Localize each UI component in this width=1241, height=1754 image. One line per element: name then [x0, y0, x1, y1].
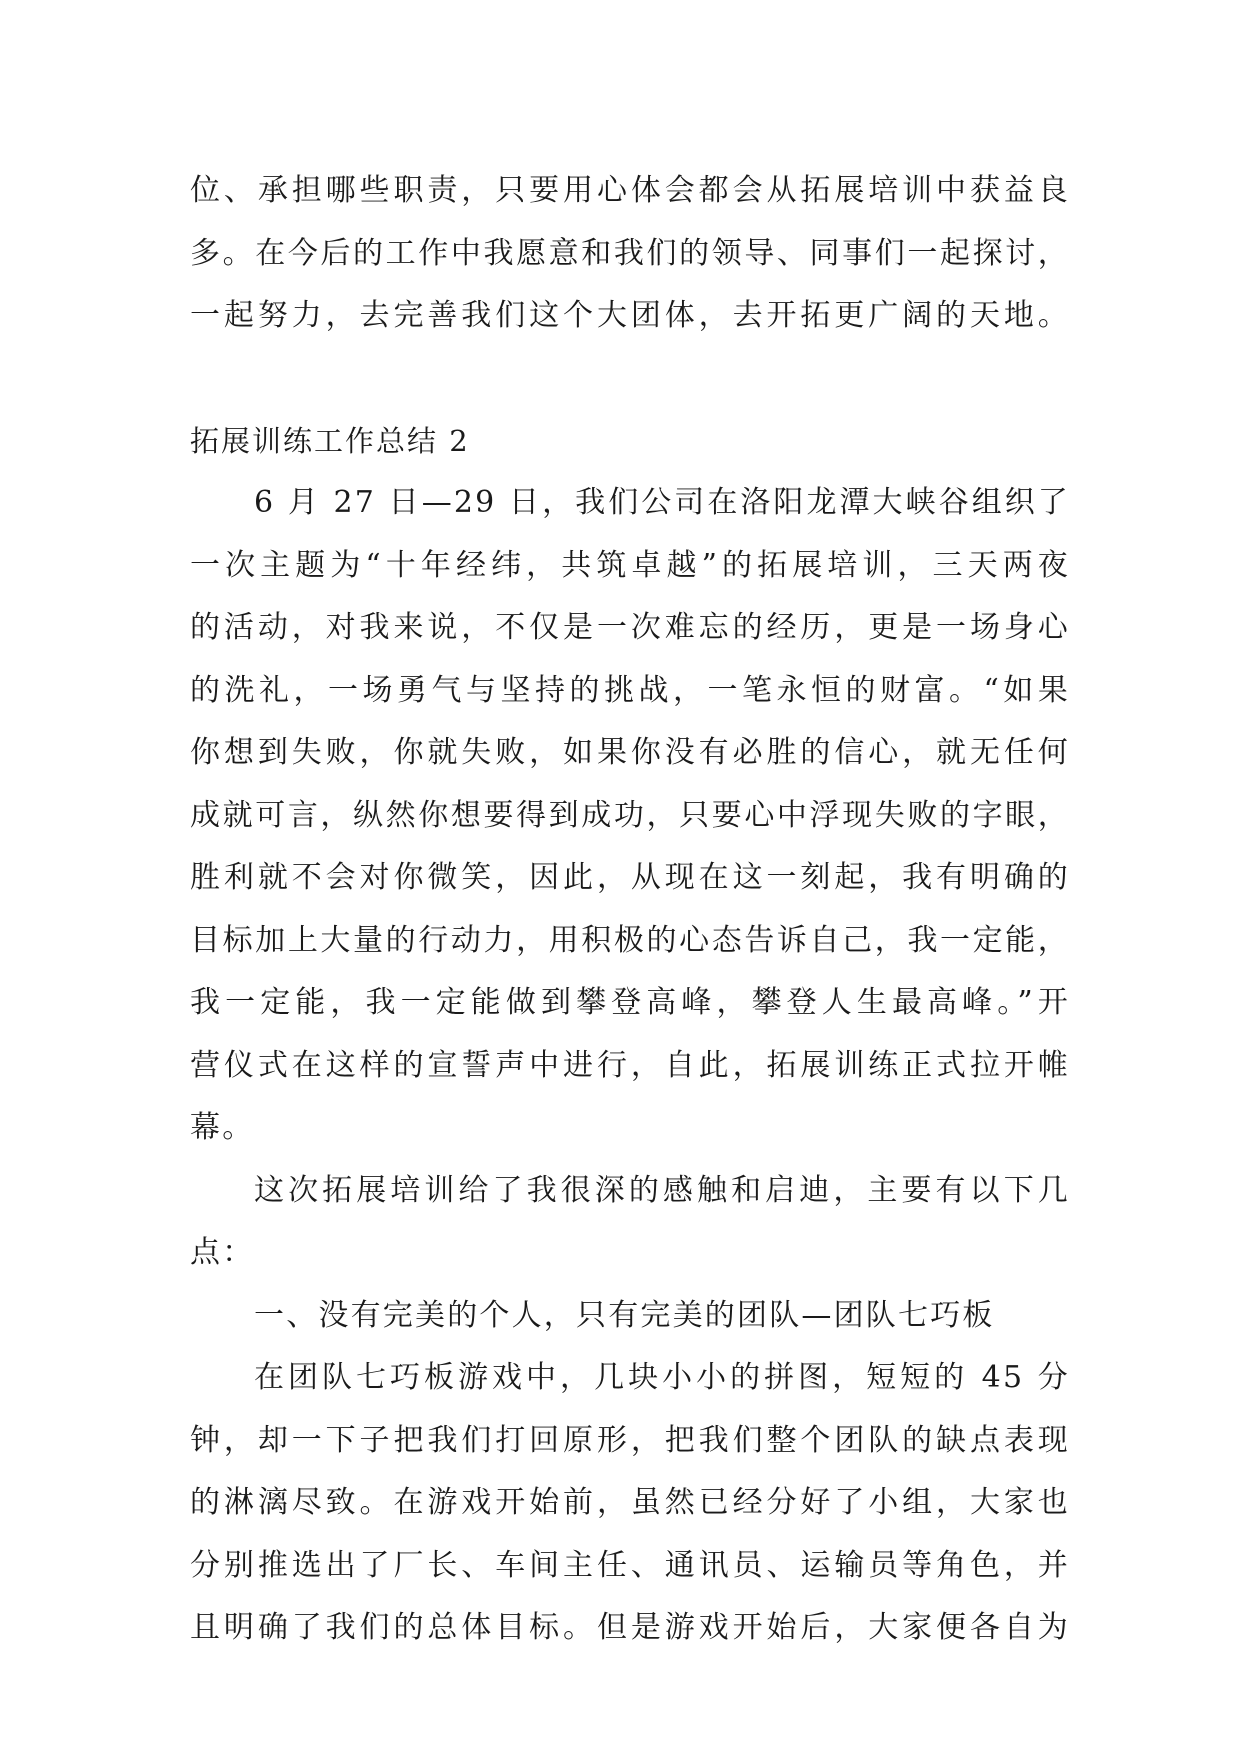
text-line: 我一定能，我一定能做到攀登高峰，攀登人生最高峰。”开 [190, 985, 1070, 1020]
text-line: 这次拓展培训给了我很深的感触和启迪，主要有以下几 [254, 1172, 1070, 1208]
paragraph-intro [190, 160, 1070, 348]
text-line: 点： [190, 1235, 255, 1270]
text-line: 幕。 [190, 1110, 255, 1145]
paragraph-1 [190, 472, 1070, 1160]
text-line: 你想到失败，你就失败，如果你没有必胜的信心，就无任何 [190, 735, 1070, 770]
text-line: 6 月 27 日—29 日，我们公司在洛阳龙潭大峡谷组织了 [254, 485, 1070, 520]
text-line: 一起努力，去完善我们这个大团体，去开拓更广阔的天地。 [190, 298, 1070, 333]
text-line: 钟，却一下子把我们打回原形，把我们整个团队的缺点表现 [190, 1422, 1070, 1458]
text-line: 在团队七巧板游戏中，几块小小的拼图，短短的 45 分 [254, 1360, 1070, 1395]
text-line: 的淋漓尽致。在游戏开始前，虽然已经分好了小组，大家也 [190, 1485, 1070, 1520]
text-line: 且明确了我们的总体目标。但是游戏开始后，大家便各自为 [190, 1610, 1070, 1645]
section-title: 拓展训练工作总结 2 [190, 423, 470, 458]
text-line: 目标加上大量的行动力，用积极的心态告诉自己，我一定能， [190, 922, 1070, 958]
paragraph-2 [190, 1160, 1070, 1285]
point-heading: 一、没有完美的个人，只有完美的团队—团队七巧板 [254, 1297, 995, 1333]
text-line: 的活动，对我来说，不仅是一次难忘的经历，更是一场身心 [190, 610, 1070, 645]
document-body [190, 160, 1070, 1660]
text-line: 分别推选出了厂长、车间主任、通讯员、运输员等角色，并 [190, 1547, 1070, 1583]
text-line: 多。在今后的工作中我愿意和我们的领导、同事们一起探讨， [190, 235, 1070, 271]
text-line: 一次主题为“十年经纬，共筑卓越”的拓展培训，三天两夜 [190, 547, 1070, 583]
text-line: 的洗礼，一场勇气与坚持的挑战，一笔永恒的财富。“如果 [190, 672, 1070, 708]
text-line: 胜利就不会对你微笑，因此，从现在这一刻起，我有明确的 [190, 860, 1070, 895]
text-line: 位、承担哪些职责，只要用心体会都会从拓展培训中获益良 [190, 173, 1070, 208]
paragraph-spacer [190, 348, 1070, 410]
text-line: 成就可言，纵然你想要得到成功，只要心中浮现失败的字眼， [190, 797, 1070, 833]
paragraph-3 [190, 1347, 1070, 1660]
text-line: 营仪式在这样的宣誓声中进行，自此，拓展训练正式拉开帷 [190, 1047, 1070, 1083]
